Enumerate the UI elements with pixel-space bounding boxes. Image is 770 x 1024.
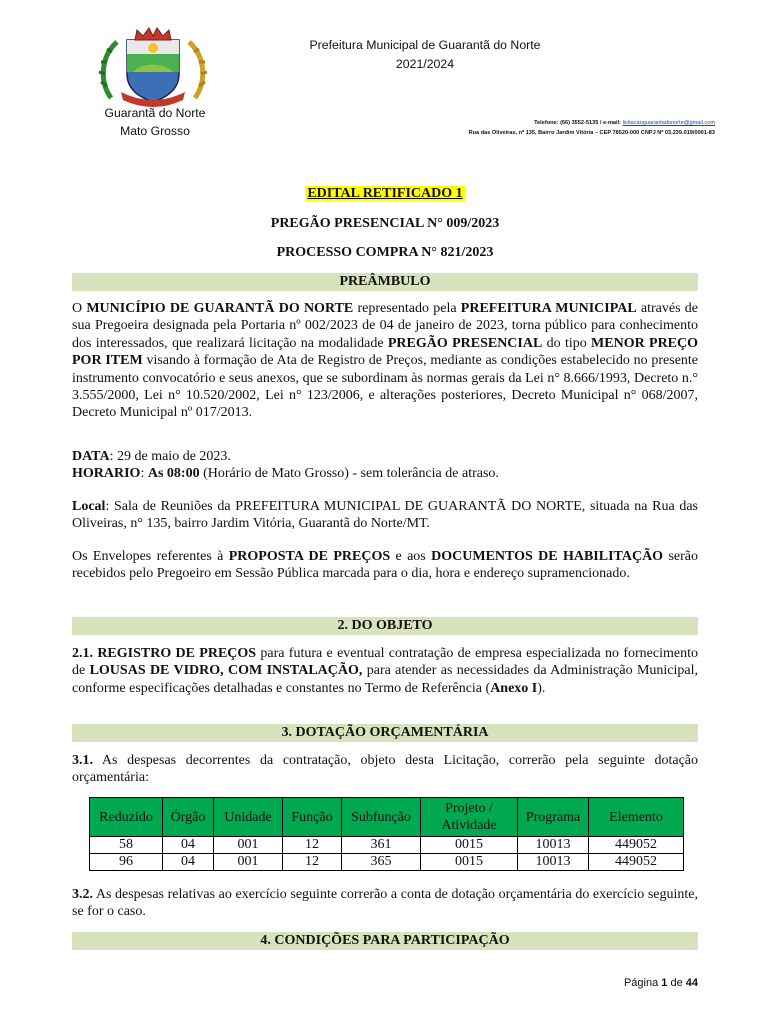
table-header-cell: Unidade xyxy=(214,798,283,837)
contact-email-link[interactable]: licitacaoguarantadonorte@gmail.com xyxy=(622,120,715,126)
contact-info xyxy=(410,118,715,138)
pregao-title: PREGÃO PRESENCIAL N° 009/2023 xyxy=(270,216,500,231)
edital-title xyxy=(72,186,698,202)
section-heading-preambulo: PREÂMBULO xyxy=(72,273,698,291)
section-heading-dotacao: 3. DOTAÇÃO ORÇAMENTÁRIA xyxy=(72,724,698,742)
header-title-line-2: 2021/2024 xyxy=(395,57,455,71)
coat-of-arms-icon xyxy=(97,26,209,108)
table-cell: 0015 xyxy=(421,837,518,854)
table-header-row xyxy=(90,798,684,837)
exercicio-seguinte-paragraph: 3.2. As despesas relativas ao exercício seguinte correrão a conta de dotação orçamentária do exercício seguinte, se for o caso. xyxy=(72,887,698,920)
despesas-paragraph: 3.1. As despesas decorrentes da contratação, objeto desta Licitação, correrão pela seguinte dotação orçamentária: xyxy=(72,753,698,786)
table-cell: 449052 xyxy=(589,854,684,871)
envelopes-paragraph: Os Envelopes referentes à PROPOSTA DE PREÇOS e aos DOCUMENTOS DE HABILITAÇÃO serão recebidos pelo Pregoeiro em Sessão Pública marcada para o dia, hora e endereço supramencionado. xyxy=(72,549,698,582)
table-cell: 001 xyxy=(214,854,283,871)
section-heading-condicoes: 4. CONDIÇÕES PARA PARTICIPAÇÃO xyxy=(72,932,698,950)
table-cell: 04 xyxy=(163,854,214,871)
budget-table xyxy=(89,797,684,871)
section-heading-objeto: 2. DO OBJETO xyxy=(72,617,698,635)
preambulo-paragraph: O MUNICÍPIO DE GUARANTÃ DO NORTE representado pela PREFEITURA MUNICIPAL através de sua Pregoeira designada pela Portaria nº 002/2023 de 04 de janeiro de 2023, torna público para conhecimento dos interessados, que realizará licitação na modalidade PREGÃO PRESENCIAL do tipo MENOR PREÇO POR ITEM visando à formação de Ata de Registro de Preços, mediante as condições estabelecido no presente instrumento convocatório e seus anexos, que se subordinam às normas gerais da Lei n° 8.666/1993, Decreto n.° 3.555/2000, Lei n° 10.520/2002, Lei n° 123/2006, e alterações posteriores, Decreto Municipal n° 068/2007, Decreto Municipal nº 017/2013. xyxy=(72,301,699,421)
table-header-cell: Elemento xyxy=(589,798,684,837)
table-cell: 96 xyxy=(90,854,163,871)
table-cell: 361 xyxy=(342,837,421,854)
time-line: HORARIO: As 08:00 (Horário de Mato Grosso) - sem tolerância de atraso. xyxy=(72,466,499,482)
table-cell: 001 xyxy=(214,837,283,854)
table-header-cell: Função xyxy=(283,798,342,837)
contact-address: Rua das Oliveiras, nº 135, Bairro Jardim Vitória – CEP 78520-000 CNPJ Nº 03.239.019/0001-83 xyxy=(468,130,715,136)
table-row xyxy=(90,837,684,854)
page-number: Página 1 de 44 xyxy=(623,977,698,989)
processo-title: PROCESSO COMPRA N° 821/2023 xyxy=(276,245,494,260)
table-cell: 12 xyxy=(283,854,342,871)
table-header-cell: Programa xyxy=(518,798,589,837)
city-line-2: Mato Grosso xyxy=(120,124,190,138)
table-cell: 0015 xyxy=(421,854,518,871)
table-cell: 365 xyxy=(342,854,421,871)
table-cell: 58 xyxy=(90,837,163,854)
city-name xyxy=(80,104,230,140)
table-cell: 449052 xyxy=(589,837,684,854)
edital-title-text: EDITAL RETIFICADO 1 xyxy=(307,186,463,201)
table-cell: 10013 xyxy=(518,854,589,871)
table-cell: 04 xyxy=(163,837,214,854)
objeto-paragraph: 2.1. REGISTRO DE PREÇOS para futura e eventual contratação de empresa especializada no fornecimento de LOUSAS DE VIDRO, COM INSTALAÇÃO, para atender as necessidades da Administração Municipal, conforme especificações detalhadas e constantes no Termo de Referência (Anexo I). xyxy=(72,646,698,696)
table-header-cell: Projeto / Atividade xyxy=(421,798,518,837)
table-cell: 10013 xyxy=(518,837,589,854)
date-time-block xyxy=(72,448,698,483)
contact-phone: Telefone: (66) 3552-5135 / e-mail: xyxy=(534,120,623,126)
table-header-cell: Subfunção xyxy=(342,798,421,837)
date-line: DATA: 29 de maio de 2023. xyxy=(72,449,231,464)
table-row xyxy=(90,854,684,871)
table-cell: 12 xyxy=(283,837,342,854)
header-title xyxy=(300,36,550,74)
table-header-cell: Órgão xyxy=(163,798,214,837)
header-title-line-1: Prefeitura Municipal de Guarantã do Norte xyxy=(309,38,541,52)
local-paragraph: Local: Sala de Reuniões da PREFEITURA MUNICIPAL DE GUARANTÃ DO NORTE, situada na Rua das Oliveiras, n° 135, bairro Jardim Vitória, Guarantã do Norte/MT. xyxy=(72,499,698,532)
city-line-1: Guarantã do Norte xyxy=(104,106,206,120)
table-header-cell: Reduzido xyxy=(90,798,163,837)
